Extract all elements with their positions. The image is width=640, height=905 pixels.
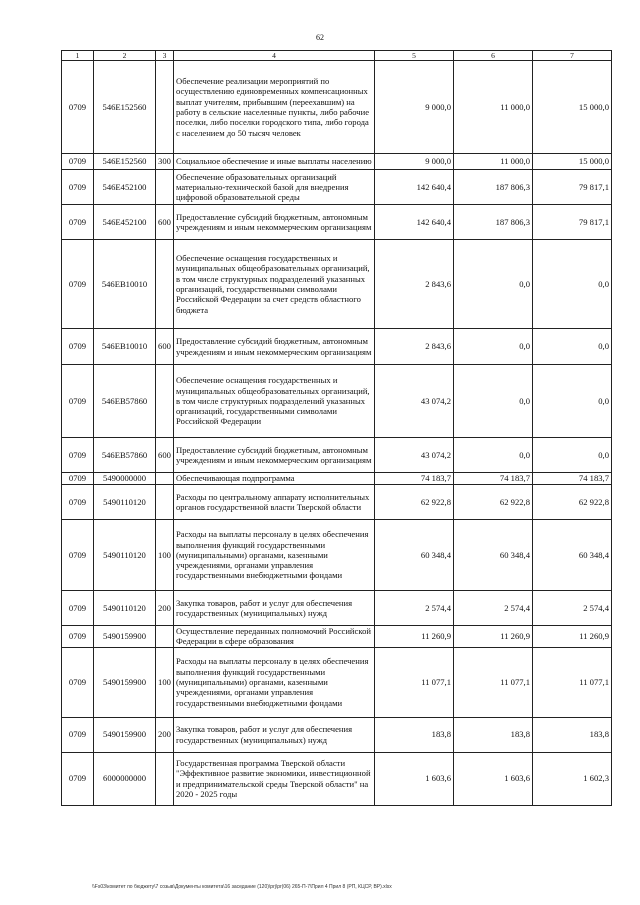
amount-year1-cell: 2 843,6 [375, 240, 454, 329]
table-row [62, 717, 612, 752]
target-code-cell: 546E152560 [94, 61, 156, 154]
amount-year2-cell: 2 574,4 [454, 591, 533, 626]
section-cell: 0709 [62, 626, 94, 648]
amount-year1-cell: 60 348,4 [375, 520, 454, 591]
target-code-cell: 546EB57860 [94, 438, 156, 473]
section-cell: 0709 [62, 61, 94, 154]
column-header: 3 [156, 51, 174, 61]
target-code-cell: 5490000000 [94, 473, 156, 485]
amount-year3-cell: 0,0 [533, 329, 612, 365]
table-row [62, 154, 612, 170]
expense-type-cell [156, 626, 174, 648]
table-row [62, 591, 612, 626]
target-code-cell: 5490159900 [94, 717, 156, 752]
expense-type-cell: 100 [156, 520, 174, 591]
table-row [62, 473, 612, 485]
column-header: 6 [454, 51, 533, 61]
amount-year1-cell: 2 843,6 [375, 329, 454, 365]
table-row [62, 485, 612, 520]
amount-year2-cell: 74 183,7 [454, 473, 533, 485]
table-row [62, 329, 612, 365]
item-name-cell: Предоставление субсидий бюджетным, автономным учреждениям и иным некоммерческим организациям [174, 205, 375, 240]
column-header: 2 [94, 51, 156, 61]
column-header: 1 [62, 51, 94, 61]
file-path-footer: \\Fs03\комитет по бюджету\7 созыв\Документы комитета\16 заседание (120)\prj\pr(06) 265-П-7\Прил 4 Прил 8 (РП, КЦСР, ВР).xlsx [92, 884, 392, 890]
amount-year1-cell: 11 260,9 [375, 626, 454, 648]
expense-type-cell [156, 752, 174, 805]
expense-type-cell [156, 61, 174, 154]
item-name-cell: Расходы на выплаты персоналу в целях обеспечения выполнения функций государственными (муниципальными) органами, казенными учреждениями, органами управления государственными внебюджетными фондами [174, 520, 375, 591]
amount-year3-cell: 15 000,0 [533, 61, 612, 154]
item-name-cell: Расходы по центральному аппарату исполнительных органов государственной власти Тверской области [174, 485, 375, 520]
expense-type-cell: 600 [156, 438, 174, 473]
target-code-cell: 546EB10010 [94, 240, 156, 329]
amount-year2-cell: 0,0 [454, 329, 533, 365]
amount-year3-cell: 0,0 [533, 365, 612, 438]
amount-year2-cell: 11 077,1 [454, 647, 533, 717]
target-code-cell: 6000000000 [94, 752, 156, 805]
item-name-cell: Предоставление субсидий бюджетным, автономным учреждениям и иным некоммерческим организациям [174, 438, 375, 473]
column-header: 5 [375, 51, 454, 61]
item-name-cell: Расходы на выплаты персоналу в целях обеспечения выполнения функций государственными (муниципальными) органами, казенными учреждениями, органами управления государственными внебюджетными фондами [174, 647, 375, 717]
section-cell: 0709 [62, 485, 94, 520]
item-name-cell: Закупка товаров, работ и услуг для обеспечения государственных (муниципальных) нужд [174, 591, 375, 626]
amount-year2-cell: 187 806,3 [454, 205, 533, 240]
target-code-cell: 5490110120 [94, 520, 156, 591]
expense-type-cell: 100 [156, 647, 174, 717]
expense-type-cell: 300 [156, 154, 174, 170]
amount-year1-cell: 183,8 [375, 717, 454, 752]
table-row [62, 647, 612, 717]
section-cell: 0709 [62, 240, 94, 329]
amount-year2-cell: 60 348,4 [454, 520, 533, 591]
section-cell: 0709 [62, 647, 94, 717]
amount-year1-cell: 9 000,0 [375, 61, 454, 154]
amount-year2-cell: 0,0 [454, 438, 533, 473]
item-name-cell: Обеспечивающая подпрограмма [174, 473, 375, 485]
expense-type-cell [156, 240, 174, 329]
amount-year1-cell: 11 077,1 [375, 647, 454, 717]
section-cell: 0709 [62, 752, 94, 805]
item-name-cell: Обеспечение оснащения государственных и муниципальных общеобразовательных организаций, в том числе структурных подразделений указанных организаций, государственными символами Российской Федерации за счет средств областного бюджета [174, 240, 375, 329]
section-cell: 0709 [62, 717, 94, 752]
section-cell: 0709 [62, 473, 94, 485]
expense-type-cell: 600 [156, 205, 174, 240]
amount-year1-cell: 1 603,6 [375, 752, 454, 805]
amount-year1-cell: 62 922,8 [375, 485, 454, 520]
column-number-row [62, 51, 612, 61]
expense-type-cell [156, 485, 174, 520]
item-name-cell: Государственная программа Тверской области "Эффективное развитие экономики, инвестиционной и предпринимательской среды Тверской области" на 2020 - 2025 годы [174, 752, 375, 805]
section-cell: 0709 [62, 154, 94, 170]
amount-year2-cell: 11 000,0 [454, 61, 533, 154]
section-cell: 0709 [62, 365, 94, 438]
item-name-cell: Обеспечение оснащения государственных и муниципальных общеобразовательных организаций, в том числе структурных подразделений указанных организаций, государственными символами Российской Федерации [174, 365, 375, 438]
section-cell: 0709 [62, 170, 94, 205]
amount-year3-cell: 60 348,4 [533, 520, 612, 591]
target-code-cell: 5490159900 [94, 647, 156, 717]
section-cell: 0709 [62, 329, 94, 365]
item-name-cell: Осуществление переданных полномочий Российской Федерации в сфере образования [174, 626, 375, 648]
expense-type-cell: 600 [156, 329, 174, 365]
section-cell: 0709 [62, 205, 94, 240]
amount-year3-cell: 1 602,3 [533, 752, 612, 805]
item-name-cell: Обеспечение реализации мероприятий по осуществлению единовременных компенсационных выплат учителям, прибывшим (переехавшим) на работу в сельские населенные пункты, либо рабочие поселки, либо поселки городского типа, либо города с населением до 50 тысяч человек [174, 61, 375, 154]
table-row [62, 438, 612, 473]
amount-year2-cell: 0,0 [454, 240, 533, 329]
amount-year3-cell: 0,0 [533, 438, 612, 473]
table-row [62, 240, 612, 329]
amount-year2-cell: 183,8 [454, 717, 533, 752]
section-cell: 0709 [62, 591, 94, 626]
amount-year1-cell: 142 640,4 [375, 170, 454, 205]
expense-type-cell [156, 365, 174, 438]
target-code-cell: 5490110120 [94, 591, 156, 626]
section-cell: 0709 [62, 520, 94, 591]
table-row [62, 626, 612, 648]
amount-year2-cell: 0,0 [454, 365, 533, 438]
target-code-cell: 546EB57860 [94, 365, 156, 438]
amount-year3-cell: 11 077,1 [533, 647, 612, 717]
amount-year2-cell: 1 603,6 [454, 752, 533, 805]
table-body [62, 61, 612, 806]
amount-year3-cell: 15 000,0 [533, 154, 612, 170]
expense-type-cell: 200 [156, 717, 174, 752]
amount-year1-cell: 142 640,4 [375, 205, 454, 240]
target-code-cell: 5490159900 [94, 626, 156, 648]
amount-year3-cell: 79 817,1 [533, 205, 612, 240]
expense-type-cell [156, 473, 174, 485]
table-row [62, 365, 612, 438]
table-row [62, 520, 612, 591]
item-name-cell: Обеспечение образовательных организаций материально-технической базой для внедрения цифровой образовательной среды [174, 170, 375, 205]
item-name-cell: Закупка товаров, работ и услуг для обеспечения государственных (муниципальных) нужд [174, 717, 375, 752]
expense-type-cell: 200 [156, 591, 174, 626]
amount-year3-cell: 79 817,1 [533, 170, 612, 205]
expense-type-cell [156, 170, 174, 205]
amount-year3-cell: 74 183,7 [533, 473, 612, 485]
table-row [62, 61, 612, 154]
item-name-cell: Социальное обеспечение и иные выплаты населению [174, 154, 375, 170]
table-row [62, 205, 612, 240]
amount-year3-cell: 62 922,8 [533, 485, 612, 520]
amount-year1-cell: 2 574,4 [375, 591, 454, 626]
amount-year3-cell: 2 574,4 [533, 591, 612, 626]
column-header: 7 [533, 51, 612, 61]
page-number: 62 [316, 33, 324, 42]
table-row [62, 170, 612, 205]
amount-year3-cell: 183,8 [533, 717, 612, 752]
target-code-cell: 546EB10010 [94, 329, 156, 365]
amount-year2-cell: 187 806,3 [454, 170, 533, 205]
amount-year2-cell: 11 260,9 [454, 626, 533, 648]
section-cell: 0709 [62, 438, 94, 473]
amount-year1-cell: 9 000,0 [375, 154, 454, 170]
amount-year1-cell: 74 183,7 [375, 473, 454, 485]
table-row [62, 752, 612, 805]
amount-year3-cell: 11 260,9 [533, 626, 612, 648]
amount-year3-cell: 0,0 [533, 240, 612, 329]
amount-year1-cell: 43 074,2 [375, 365, 454, 438]
target-code-cell: 546E452100 [94, 205, 156, 240]
item-name-cell: Предоставление субсидий бюджетным, автономным учреждениям и иным некоммерческим организациям [174, 329, 375, 365]
target-code-cell: 546E152560 [94, 154, 156, 170]
target-code-cell: 546E452100 [94, 170, 156, 205]
amount-year2-cell: 11 000,0 [454, 154, 533, 170]
budget-table [61, 50, 612, 806]
column-header: 4 [174, 51, 375, 61]
amount-year2-cell: 62 922,8 [454, 485, 533, 520]
amount-year1-cell: 43 074,2 [375, 438, 454, 473]
target-code-cell: 5490110120 [94, 485, 156, 520]
